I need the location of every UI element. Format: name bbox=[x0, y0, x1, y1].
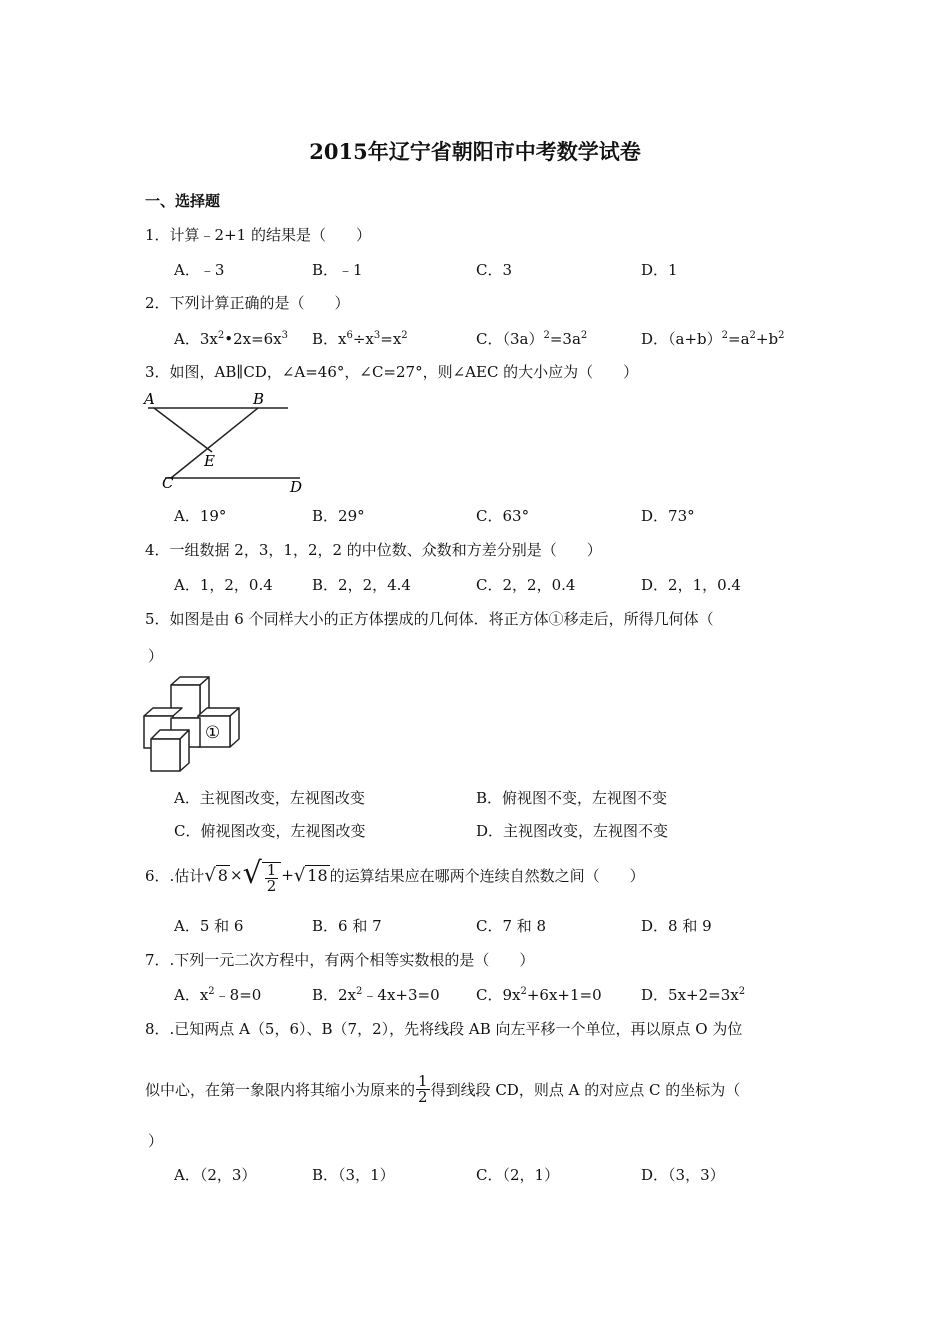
label-a: A bbox=[144, 390, 155, 408]
section-heading: 一、选择题 bbox=[145, 192, 221, 210]
q4-option-c: C．2，2，0.4 bbox=[476, 576, 576, 594]
label-d: D bbox=[290, 478, 303, 496]
q7-option-d: D．$5x+2=3x^2$ bbox=[641, 986, 746, 1004]
q1-option-d: D．1 bbox=[641, 261, 678, 279]
q6-option-d: D．8 和 9 bbox=[641, 917, 712, 935]
question-8-line-3: ） bbox=[148, 1132, 164, 1150]
q3-option-d: D．73° bbox=[641, 507, 695, 525]
label-b: B bbox=[253, 390, 265, 408]
q7-option-c: C．$9x^2+6x+1=0$ bbox=[476, 986, 602, 1004]
question-6-stem: 6．.估计 √ 8 × √ $\frac{1}{2}$ + √ 18 的运算结果应在哪两个连续自然数之间（ ） bbox=[145, 855, 645, 896]
q3-option-b: B．29° bbox=[312, 507, 365, 525]
question-8-line-2: 似中心，在第一象限内将其缩小为原来的 $\frac{1}{2}$ 得到线段 CD，则点 A 的对应点 C 的坐标为（ bbox=[145, 1071, 741, 1106]
sqrt-18: √ 18 bbox=[293, 864, 328, 886]
q8-option-b: B．（3，1） bbox=[312, 1166, 395, 1184]
question-5-stem: 5．如图是由 6 个同样大小的正方体摆成的几何体．将正方体①移走后，所得几何体（ bbox=[145, 610, 714, 628]
q7-option-b: B．$2x^2﹣4x+3=0$ bbox=[312, 986, 440, 1004]
parallel-lines-figure bbox=[140, 388, 310, 496]
q2-option-c: C．$(3a)^2=3a^2$ bbox=[476, 330, 588, 348]
question-1-stem: 1．计算﹣2+1 的结果是（ ） bbox=[145, 226, 371, 244]
label-e: E bbox=[204, 452, 215, 470]
q4-option-b: B．2，2，4.4 bbox=[312, 576, 411, 594]
q5-option-b: B．俯视图不变，左视图不变 bbox=[476, 789, 668, 807]
q1-option-b: B．﹣1 bbox=[312, 261, 363, 279]
page-title: 2015年辽宁省朝阳市中考数学试卷 bbox=[309, 139, 641, 164]
q5-option-d: D．主视图改变，左视图不变 bbox=[476, 822, 669, 840]
question-2-stem: 2．下列计算正确的是（ ） bbox=[145, 294, 350, 312]
q6-option-b: B．6 和 7 bbox=[312, 917, 382, 935]
question-3-stem: 3．如图，AB∥CD，∠A=46°，∠C=27°，则∠AEC 的大小应为（ ） bbox=[145, 363, 639, 381]
question-8-line-1: 8．.已知两点 A（5，6）、B（7，2），先将线段 AB 向左平移一个单位，再以原点 O 为位 bbox=[145, 1020, 743, 1038]
q3-option-a: A．19° bbox=[174, 507, 227, 525]
label-c: C bbox=[162, 474, 174, 492]
question-7-stem: 7．.下列一元二次方程中，有两个相等实数根的是（ ） bbox=[145, 951, 535, 969]
q2-option-b: B．$x^6\div x^3=x^2$ bbox=[312, 330, 408, 348]
q4-option-d: D．2，1，0.4 bbox=[641, 576, 741, 594]
q7-option-a: A．$x^2﹣8=0$ bbox=[174, 986, 262, 1004]
front-cube-front bbox=[151, 739, 180, 771]
cube-stack-figure bbox=[142, 676, 242, 774]
q1-option-a: A．﹣3 bbox=[174, 261, 225, 279]
question-5-stem-cont: ） bbox=[148, 647, 164, 665]
q3-option-c: C．63° bbox=[476, 507, 530, 525]
q1-option-c: C．3 bbox=[476, 261, 513, 279]
q4-option-a: A．1，2，0.4 bbox=[174, 576, 273, 594]
q8-option-d: D．（3，3） bbox=[641, 1166, 725, 1184]
sqrt-8: √ 8 bbox=[204, 864, 228, 886]
q6-option-c: C．7 和 8 bbox=[476, 917, 547, 935]
q8-option-c: C．（2，1） bbox=[476, 1166, 560, 1184]
q8-option-a: A．（2，3） bbox=[174, 1166, 257, 1184]
q2-option-d: D．$(a+b)^2=a^2+b^2$ bbox=[641, 330, 785, 348]
q5-option-c: C．俯视图改变，左视图改变 bbox=[174, 822, 366, 840]
q6-option-a: A．5 和 6 bbox=[174, 917, 244, 935]
cube-1-label: ① bbox=[205, 723, 221, 743]
q5-option-a: A．主视图改变，左视图改变 bbox=[174, 789, 365, 807]
right-cube-side bbox=[230, 708, 239, 747]
fraction-one-half: $\frac{1}{2}$ bbox=[418, 1071, 428, 1106]
sqrt-half: √ $\frac{1}{2}$ bbox=[243, 856, 282, 895]
segment-ae bbox=[154, 408, 212, 452]
question-4-stem: 4．一组数据 2，3，1，2，2 的中位数、众数和方差分别是（ ） bbox=[145, 541, 602, 559]
q2-option-a: A．$3x^2•2x=6x^3$ bbox=[174, 330, 289, 348]
